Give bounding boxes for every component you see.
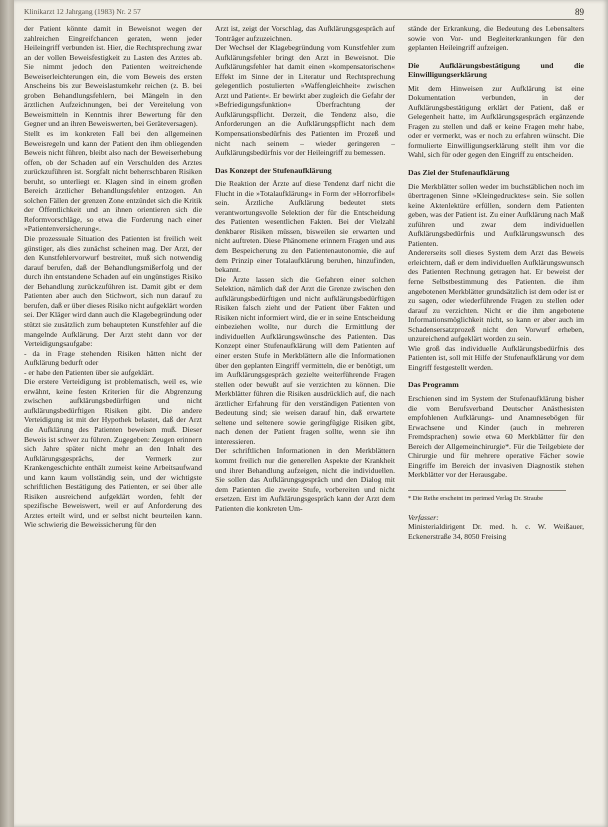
- book-spine-shadow: [0, 0, 14, 827]
- paragraph: Arzt ist, zeigt der Vorschlag, das Aufklärungsgespräch auf Tonträger aufzuzeichnen.: [215, 24, 395, 43]
- paragraph: Die Reaktion der Ärzte auf diese Tendenz darf nicht die Flucht in die »Totalaufklärung« in Form der »Horrorfibel« sein. Ärztliche Aufklärung bedeutet stets verantwortungsvolle Selektion der für die Entscheidung des Patienten wesentlichen Fakten. Bei der Vielzahl denkbarer Risiken müssen, bisweilen sie erwarten und nicht auftreten. Diese Phänomene erinnern Fragen und aus dem Bespeicherung zu den Patientenautonomie, die auf dem Prinzip einer Totalaufklärung beruhen, hinzufinden, bekannt.: [215, 179, 395, 275]
- list-item: - da in Frage stehenden Risiken hätten nicht der Aufklärung bedurft oder: [24, 348, 202, 368]
- section-heading: Die Aufklärungsbestätigung und die Einwilligungserklärung: [408, 60, 584, 80]
- paragraph: Der Wechsel der Klagebegründung vom Kunstfehler zum Aufklärungsfehler bringt den Arzt in Beweisnot. Die Aufklärungsfehler hat damit einen »kompensatorischen« Effekt im Sinne der in Literatur und Rechtsprechung gelegentlich postulierten »Waffengleichheit« zwischen Arzt und Patient«. Er bewirkt aber zugleich die Gefahr der »Befriedigungsfunktion« Überfrachtung der Aufklärungspflicht. Derzeit, die Tendenz also, die Anforderungen an die Aufklärungspflicht nach dem Kompensationsbedürfnis des Patienten im Prozeß und nicht nach seinem – wieder geringeren – Aufklärungsbedürfnis vor der Heileingriff zu bemessen.: [215, 43, 395, 158]
- paragraph: stände der Erkrankung, die Bedeutung des Lebensalters sowie von Vor- und Begleiterkrankungen für den geplanten Heileingriff aufzeigen.: [408, 24, 584, 53]
- column-2: [215, 24, 395, 822]
- page-number: 89: [575, 7, 584, 17]
- paragraph: Stellt es im konkreten Fall bei den allgemeinen Beweisregeln und kann der Patient den ihm obliegenden Beweis nicht führen, bleibt also nach der Beweiserhebung offen, ob der Schaden auf ein Verschulden des Arztes zurückzuführen ist. Sorgfalt nicht beherrschbaren Risiken beruht, so unterliegt er. Klagen sind in einem großen Bereich ärztlicher Behandlungsfehler entzogen. An solchen Fällen der grenzen Zone entzündet sich die Kritik der Öffentlichkeit und an ihnen orientieren sich die Reformvorschläge, so etwa die Forderung nach einer »Patientenversicherung«.: [24, 129, 202, 234]
- running-head-journal: Klinikarzt 12 Jahrgang (1983) Nr. 2 57: [24, 7, 141, 16]
- paragraph: Die erstere Verteidigung ist problematisch, weil es, wie erwähnt, keine festen Kriterien für die Abgrenzung zwischen aufklärungsbedürftigen und nicht aufklärungsbedürftigen Risiken gibt. Die andere Verteidigung ist mit der Hypothek belastet, daß der Arzt die Aufklärung des Patienten beweisen muß. Dieser Beweis ist schwer zu führen. Zugegeben: Zeugen erinnern sich Jahre später nicht mehr an den Inhalt des Aufklärungsgesprächs, der Vermerk zur Krankengeschichte enthält zumeist keine Arbeitsaufwand und kann kaum vollständig sein, und der wichtigste schriftlichen Bestätigung des Patienten, er sei über alle Risiken ausreichend aufgeklärt worden, fehlt der spezifische Beweiswert, weil er auf Anforderung des Arztes erteilt wird, und er selbst nicht beurteilen kann. Wie schwierig die Beweissicherung für den: [24, 377, 202, 530]
- paragraph: der Patient könnte damit in Beweisnot wegen der zahlreichen Eingreifchancen geraten, wenn jeder Heileingriff verbunden ist. Hier, die Rechtsprechung zwar an der vollen Beweisfestigkeit zu Lasten des Arztes ab. Sie nimmt jedoch den Patienten weitreichende Beweiserleichterungen ein, die vom Beweis des ersten Anscheins bis zur Beweislastumkehr reichen (z. B. bei groben Behandlungsfehlern, bei Mängeln in den ärztlichen Aufzeichnungen, bei der Vereitelung von Beweismitteln in Kenntnis ihrer Bewertung für den Gegner und an ihren Beweiswerten, bei Geräteversagen).: [24, 24, 202, 129]
- author-address: Ministerialdirigent Dr. med. h. c. W. Weißauer, Eckenerstraße 34, 8050 Freising: [408, 522, 584, 541]
- header-rule: [24, 19, 584, 20]
- paragraph: Andererseits soll dieses System dem Arzt das Beweis erleichtern, daß er dem individuellen Aufklärungswunsch des Patienten Rechnung getragen hat. Er beweist der ferne Selbstbestimmung des Patienten. die ihm angebotenen Merkblätter grundsätzlich ist dem oder ist er zu sagen, oder wiederführende Fragen zu stellen oder darauf zu verzichten. Nicht er die ihm angebotene Informationsmöglichkeit nicht, so kann er aber auch im Schadensersatzprozeß nicht den Vorwurf erheben, unzureichend aufgeklärt worden zu sein.: [408, 248, 584, 344]
- paragraph: Die Merkblätter sollen weder im buchstäblichen noch im übertragenen Sinne »Kleingedrucktes« sein. Sie sollen keine Aktenlektüre erfüllen, sondern dem Patienten geben, was der Patient ist. Zu einer Aufklärung nach Maß zuführen und zwar dem individuellen Aufklärungsbedürfnis und Aufklärungswunsch des Patienten.: [408, 181, 584, 248]
- paragraph: Die prozessuale Situation des Patienten ist freilich weit günstiger, als dies zunächst scheinen mag. Der Arzt, der den Kunstfehlervorwurf bestreitet, muß sich notwendig darauf berufen, daß der Behandlungsmißerfolg und der durch ihn entstandene Schaden auf ein ungünstiges Risiko der Behandlung zurückzuführen ist. Damit gibt er dem Patienten aber auch den Stichwort, sich nun darauf zu berufen, daß er über dieses Risiko nicht aufgeklärt worden sei. Der Kläger wird dann auch die Klagebegründung oder stützt sie zusätzlich zum behaupteten Kunstfehler auf die mangelnde Aufklärung. Der Arzt steht dann vor der Verteidigungsaufgabe:: [24, 234, 202, 349]
- column-3: [408, 24, 584, 822]
- section-heading: Das Konzept der Stufenaufklärung: [215, 165, 332, 175]
- paragraph: Erschienen sind im System der Stufenaufklärung bisher die vom Berufsverband Deutscher Anästhesisten empfohlenen Aufklärungs- und Anamnesebögen für Erwachsene und Kinder (auch in mehreren Fremdsprachen) sowie etwa 60 Merkblätter für den Bereich der Allgemeinchirurgie*. Für die Teilgebiete der Chirurgie und für mehrere operative Fächer sowie Eingriffe im Bereich der invasiven Diagnostik stehen Merkblätter vor der Herausgabe.: [408, 393, 584, 480]
- section-heading: Das Ziel der Stufenaufklärung: [408, 168, 510, 178]
- section-heading: Das Programm: [408, 380, 459, 390]
- paragraph: Mit dem Hinweisen zur Aufklärung ist eine Dokumentation verbunden, in der Aufklärungsbestätigung erklärt der Patient, daß er Gelegenheit hatte, im Aufklärungsgespräch ergänzende Fragen zu stellen und daß er keine Fragen mehr habe, oder er vermerkt, was er noch zu erfahren wünscht. Die formulierte Einwilligungserklärung stellt ihm vor die Wahl, sich für oder gegen den Eingriff zu entscheiden.: [408, 83, 584, 160]
- footnote: * Die Reihe erscheint im perimed Verlag Dr. Straube: [408, 490, 566, 503]
- paragraph: Wie groß das individuelle Aufklärungsbedürfnis des Patienten ist, soll mit Hilfe der Stufenaufklärung vor dem Eingriff festgestellt werden.: [408, 343, 584, 372]
- running-head: [24, 7, 584, 19]
- column-1: [24, 24, 202, 822]
- author-label: Verfasser:: [408, 512, 439, 522]
- paragraph: Die Ärzte lassen sich die Gefahren einer solchen Selektion, nämlich daß der Arzt die Grenze zwischen den aufklärungsbedürftigen und nicht aufklärungsbedürftigen Risiken falsch zieht und der Patient über Fakten und Risiken nicht informiert wird, die er in seine Entscheidung einbeziehen wollte, nur durch die Ermittlung der individuellen Aufklärungswünsche des Patienten. Das Konzept einer Stufenaufklärung will dem Patienten auf einer ersten Stufe in Merkblättern alle die Informationen über den geplanten Eingriff vermitteln, die er benötigt, um im Aufklärungsgespräch gezielte weiterführende Fragen stellen oder bewußt auf sie verzichten zu können. Die Merkblätter führen die Risiken ausdrücklich auf, die nach ärztlicher Erfahrung für den verständigen Patienten von Bedeutung sind; sie weisen darauf hin, daß erwartete seltene und seltenere sowie geringfügige Risiken gibt, nach denen der Patient fragen sollte, wenn sie ihn interessieren.: [215, 274, 395, 446]
- list-item: - er habe den Patienten über sie aufgeklärt.: [24, 367, 154, 377]
- paragraph: Der schriftlichen Informationen in den Merkblättern kommt freilich nur die generellen Aspekte der Krankheit und ihrer Behandlung aufzeigen, nicht die individuellen. Sie sollen das Aufklärungsgespräch und den Dialog mit dem Patienten die zweite Stufe, vorbereiten und nicht ersetzen. Erst im Aufklärungsgespräch kann der Arzt dem Patienten die konkreten Um-: [215, 446, 395, 513]
